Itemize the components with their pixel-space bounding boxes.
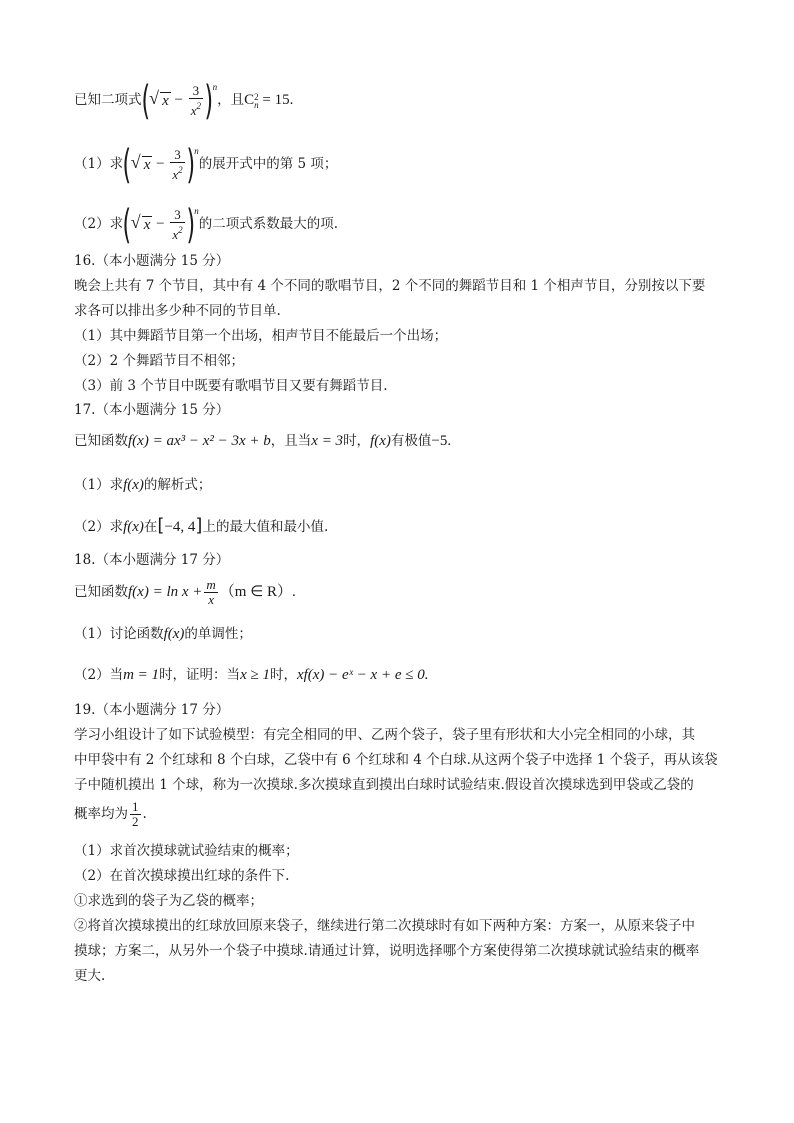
p18-header: 18.（本小题满分 17 分） <box>74 552 230 568</box>
p19-line4: 概率均为 $\frac{1}{2}$ . <box>74 799 147 829</box>
p16-q3: （3）前 3 个节目中既要有歌唱节目又要有舞蹈节目. <box>74 378 388 394</box>
p17-interval: −4, 4 <box>164 519 196 535</box>
p15-q1: （1）求( √ x − $\frac{3}{x^2}$ )$^n$的展开式中的第 5 项； <box>74 141 338 188</box>
p19-line1: 学习小组设计了如下试验模型：有完全相同的甲、乙两个袋子，袋子里有形状和大小完全相同的小球，其 <box>74 727 695 743</box>
p19-line3: 子中随机摸出 1 个球，称为一次摸球.多次摸球直到摸出白球时试验结束.假设首次摸球选到甲袋或乙袋的 <box>74 777 694 793</box>
p16-q1: （1）其中舞蹈节目第一个出场，相声节目不能最后一个出场； <box>74 328 448 344</box>
p16-header: 16.（本小题满分 15 分） <box>74 253 230 269</box>
p16-line1: 晚会上共有 7 个节目，其中有 4 个不同的歌唱节目，2 个不同的舞蹈节目和 1 个相声节目，分别按以下要 <box>74 278 706 294</box>
p17-func: f(x) = ax³ − x² − 3x + b <box>128 433 271 449</box>
p16-q2: （2）2 个舞蹈节目不相邻； <box>74 353 244 369</box>
p18-q1: （1）讨论函数f(x)的单调性； <box>74 626 252 642</box>
p17-header: 17.（本小题满分 15 分） <box>74 402 230 418</box>
p19-q2b-line1: ②将首次摸球摸出的红球放回原来袋子，继续进行第二次摸球时有如下两种方案：方案一，从原来袋子中 <box>74 918 695 934</box>
p18-intro: 已知函数f(x) = ln x + $\frac{m}{x}$ （m ∈ R）. <box>74 577 296 607</box>
p19-q2b-line2: 摸球；方案二，从另外一个袋子中摸球.请通过计算，说明选择哪个方案使得第二次摸球就试验结束的概率 <box>74 943 700 959</box>
comb-expr: C 2 n = 15. <box>244 91 294 110</box>
p19-line2: 中甲袋中有 2 个红球和 8 个白球，乙袋中有 6 个红球和 4 个白球.从这两个袋子中选择 1 个袋子，再从该袋 <box>74 752 718 768</box>
exponent-n: n <box>212 82 218 92</box>
sqrt-x: √ x <box>149 87 169 109</box>
p17-q2: （2）求f(x)在[−4, 4]上的最大值和最小值. <box>74 515 329 536</box>
fraction-3-over-x2: $\frac{3}{x^2}$ <box>190 82 202 118</box>
p18-func: f(x) = ln x + <box>128 584 203 600</box>
fraction-one-half: $\frac{1}{2}$ <box>132 799 139 829</box>
p19-q2b-line3: 更大. <box>74 968 106 984</box>
p19-q2a: ①求选到的袋子为乙袋的概率； <box>74 893 263 909</box>
p17-intro: 已知函数f(x) = ax³ − x² − 3x + b，且当x = 3时，f(x)有极值−5. <box>74 433 452 449</box>
fraction-m-over-x: $\frac{m}{x}$ <box>206 577 216 607</box>
p15-q2: （2）求( √ x − $\frac{3}{x^2}$ )$^n$的二项式系数最大的项. <box>74 201 339 248</box>
p15-intro-text: 已知二项式 <box>74 92 142 108</box>
p18-q2: （2）当m = 1时，证明：当x ≥ 1时，xf(x) − eˣ − x + e ≤ 0. <box>74 667 429 683</box>
right-paren: ) <box>204 77 214 124</box>
p16-line2: 求各可以排出多少种不同的节目单. <box>74 303 281 319</box>
p19-header: 19.（本小题满分 17 分） <box>74 702 230 718</box>
p17-q1: （1）求f(x)的解析式； <box>74 477 212 493</box>
left-paren: ( <box>141 77 150 124</box>
p19-q2: （2）在首次摸球摸出红球的条件下. <box>74 868 290 884</box>
p19-q1: （1）求首次摸球就试验结束的概率； <box>74 843 299 859</box>
p15-intro: 已知二项式( √ x − $\frac{3}{x^2}$ )$^n$，且C 2 n = 15. <box>74 77 294 124</box>
